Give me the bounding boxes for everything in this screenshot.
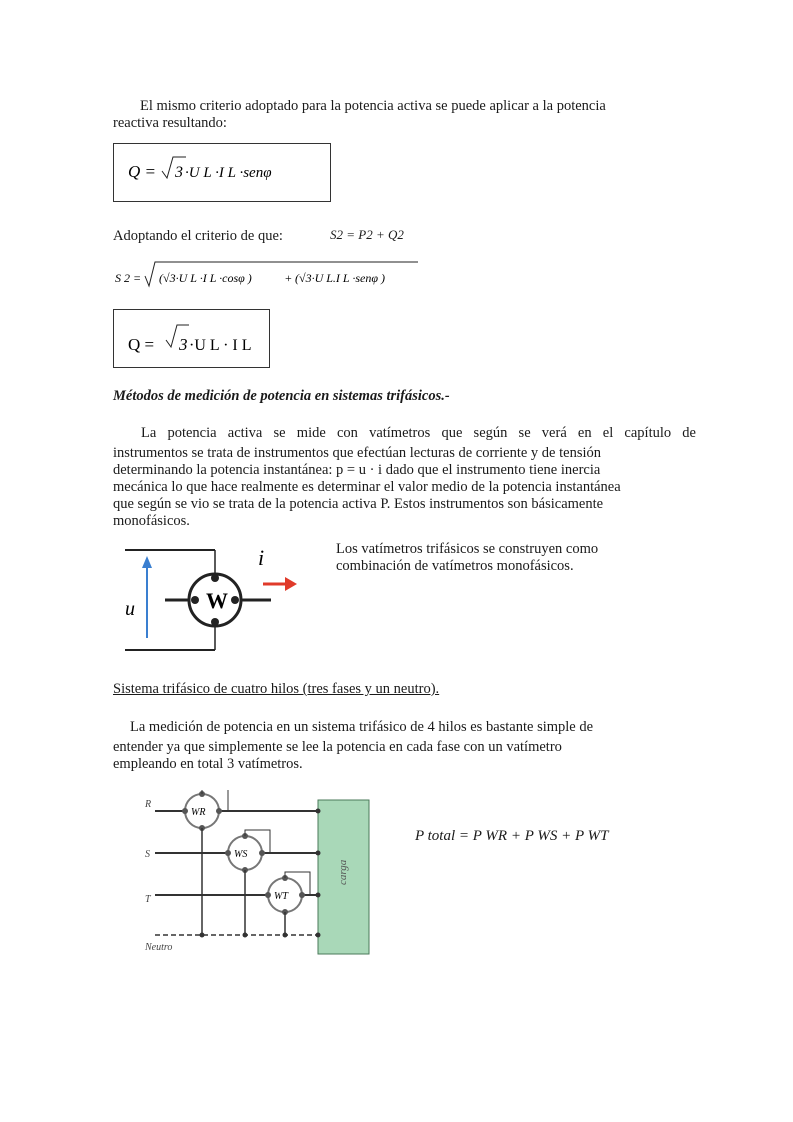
formula-q-lhs: Q =	[128, 162, 156, 181]
formula-s2-svg	[113, 258, 433, 294]
load-label: carga	[337, 859, 349, 885]
formula-q2-radicand: 3	[179, 335, 188, 354]
section2-line-1: La medición de potencia en un sistema trifásico de 4 hilos es bastante simple de	[130, 719, 594, 735]
node-t-neutral	[283, 933, 288, 938]
circuit-diagram	[140, 790, 400, 960]
meter-r-term-right	[216, 808, 222, 814]
adopt-text: Adoptando el criterio de que:	[113, 228, 283, 244]
formula-q2-lhs: Q =	[128, 335, 155, 354]
section2-line-2: entender ya que simplemente se lee la potencia en cada fase con un vatímetro	[113, 739, 562, 755]
current-label: i	[258, 545, 265, 570]
meter-r-label: WR	[191, 807, 206, 818]
section1-line-3: determinando la potencia instantánea: p = u · i dado que el instrumento tiene inercia	[113, 462, 601, 478]
meter-r-term-left	[182, 808, 188, 814]
adopt-formula: S2 = P2 + Q2	[330, 227, 404, 242]
terminal-right	[231, 596, 239, 604]
load-term-t	[316, 893, 321, 898]
node-s-neutral	[243, 933, 248, 938]
formula-q-box	[113, 143, 331, 202]
formula-q2-body: ·U L · I L	[189, 337, 252, 354]
section1-heading: Métodos de medición de potencia en sistemas trifásicos.-	[113, 388, 450, 404]
total-formula: P total = P WR + P WS + P WT	[415, 828, 609, 844]
formula-q-svg	[114, 144, 330, 201]
section1-line-6: monofásicos.	[113, 513, 190, 529]
formula-s2-term1: (√3·U L ·I L ·cosφ )	[159, 271, 252, 285]
section2-line-3: empleando en total 3 vatímetros.	[113, 756, 303, 772]
intro-line-2: reactiva resultando:	[113, 115, 227, 131]
formula-s2-lhs: S 2 =	[115, 271, 142, 285]
voltage-arrowhead	[142, 556, 152, 568]
formula-q2-svg	[114, 310, 269, 367]
side-note-line-1: Los vatímetros trifásicos se construyen como	[336, 541, 599, 557]
phase-s-label: S	[145, 849, 150, 860]
meter-t-label: WT	[274, 891, 288, 902]
meter-s-label: WS	[234, 849, 248, 860]
load-term-n	[316, 933, 321, 938]
meter-t-term-right	[299, 892, 305, 898]
voltage-label: u	[125, 598, 135, 620]
phase-r-label: R	[145, 799, 152, 810]
formula-s2-plus: +	[285, 271, 292, 285]
section2-heading: Sistema trifásico de cuatro hilos (tres fases y un neutro).	[113, 681, 440, 697]
meter-t-term-left	[265, 892, 271, 898]
neutral-label: Neutro	[145, 942, 173, 953]
side-note-line-2: combinación de vatímetros monofásicos.	[336, 558, 574, 574]
formula-q2-box	[113, 309, 270, 368]
terminal-bottom	[211, 618, 219, 626]
load-term-s	[316, 851, 321, 856]
formula-s2-term2: (√3·U L.I L ·senφ )	[295, 271, 386, 285]
wattmeter-label: W	[206, 588, 228, 613]
section1-line-4: mecánica lo que hace realmente es determinar el valor medio de la potencia instantánea	[113, 479, 621, 495]
wattmeter-figure	[115, 538, 305, 668]
section1-line-1: La potencia activa se mide con vatímetros que según se verá en el capítulo de	[141, 425, 696, 441]
current-arrowhead	[285, 577, 297, 591]
section1-line-2: instrumentos se trata de instrumentos que efectúan lecturas de corriente y de tensión	[113, 445, 602, 461]
terminal-left	[191, 596, 199, 604]
node-r-neutral	[200, 933, 205, 938]
terminal-top	[211, 574, 219, 582]
section1-line-5: que según se vio se trata de la potencia activa P. Estos instrumentos son básicamente	[113, 496, 604, 512]
phase-t-label: T	[145, 894, 151, 905]
meter-s-term-right	[259, 850, 265, 856]
intro-line-1: El mismo criterio adoptado para la potencia activa se puede aplicar a la potencia	[140, 98, 606, 114]
load-term-r	[316, 809, 321, 814]
meter-s-term-left	[225, 850, 231, 856]
formula-q-radicand: 3	[175, 164, 183, 181]
formula-q-body: ·U L ·I L ·senφ	[185, 165, 272, 181]
